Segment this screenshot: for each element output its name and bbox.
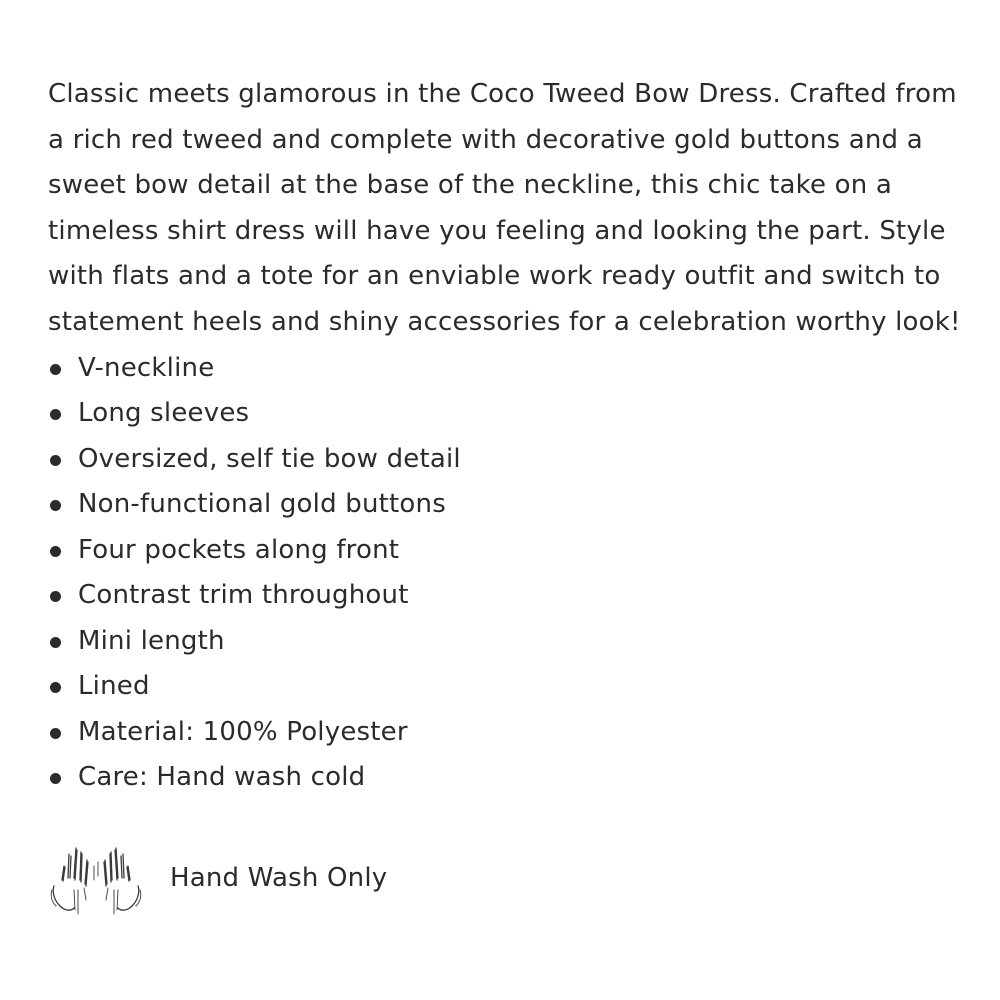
feature-text: Contrast trim throughout — [78, 580, 409, 611]
care-label: Hand Wash Only — [170, 863, 388, 893]
feature-text: V-neckline — [78, 352, 215, 383]
feature-text: Material: 100% Polyester — [78, 716, 408, 747]
bullet-icon — [50, 546, 61, 557]
feature-list — [48, 346, 978, 801]
bullet-icon — [50, 500, 61, 511]
feature-text: Care: Hand wash cold — [78, 762, 366, 793]
feature-text: Oversized, self tie bow detail — [78, 443, 461, 474]
feature-text: Four pockets along front — [78, 534, 400, 565]
feature-text: Lined — [78, 671, 150, 702]
feature-list-item — [48, 710, 978, 756]
bullet-icon — [50, 591, 61, 602]
feature-list-item — [48, 437, 978, 483]
bullet-icon — [50, 728, 61, 739]
feature-list-item — [48, 346, 978, 392]
feature-list-item — [48, 391, 978, 437]
feature-list-item — [48, 482, 978, 528]
bullet-icon — [50, 637, 61, 648]
feature-list-item — [48, 573, 978, 619]
bullet-icon — [50, 364, 61, 375]
feature-list-item — [48, 528, 978, 574]
feature-list-item — [48, 619, 978, 665]
care-instruction — [48, 838, 387, 918]
bullet-icon — [50, 682, 61, 693]
feature-list-item — [48, 755, 978, 801]
product-description-panel — [48, 72, 978, 801]
product-description: Classic meets glamorous in the Coco Tweed Bow Dress. Crafted from a rich red tweed and complete with decorative gold buttons and a sweet bow detail at the base of the neckline, this chic take on a timeless shirt dress will have you feeling and looking the part. Style with flats and a tote for an enviable work ready outfit and switch to statement heels and shiny accessories for a celebration worthy look! — [48, 79, 961, 337]
feature-text: Mini length — [78, 625, 225, 656]
bullet-icon — [50, 455, 61, 466]
feature-text: Non-functional gold buttons — [78, 489, 446, 520]
bullet-icon — [50, 773, 61, 784]
bullet-icon — [50, 409, 61, 420]
feature-text: Long sleeves — [78, 398, 250, 429]
feature-list-item — [48, 664, 978, 710]
hand-wash-icon — [48, 840, 144, 916]
